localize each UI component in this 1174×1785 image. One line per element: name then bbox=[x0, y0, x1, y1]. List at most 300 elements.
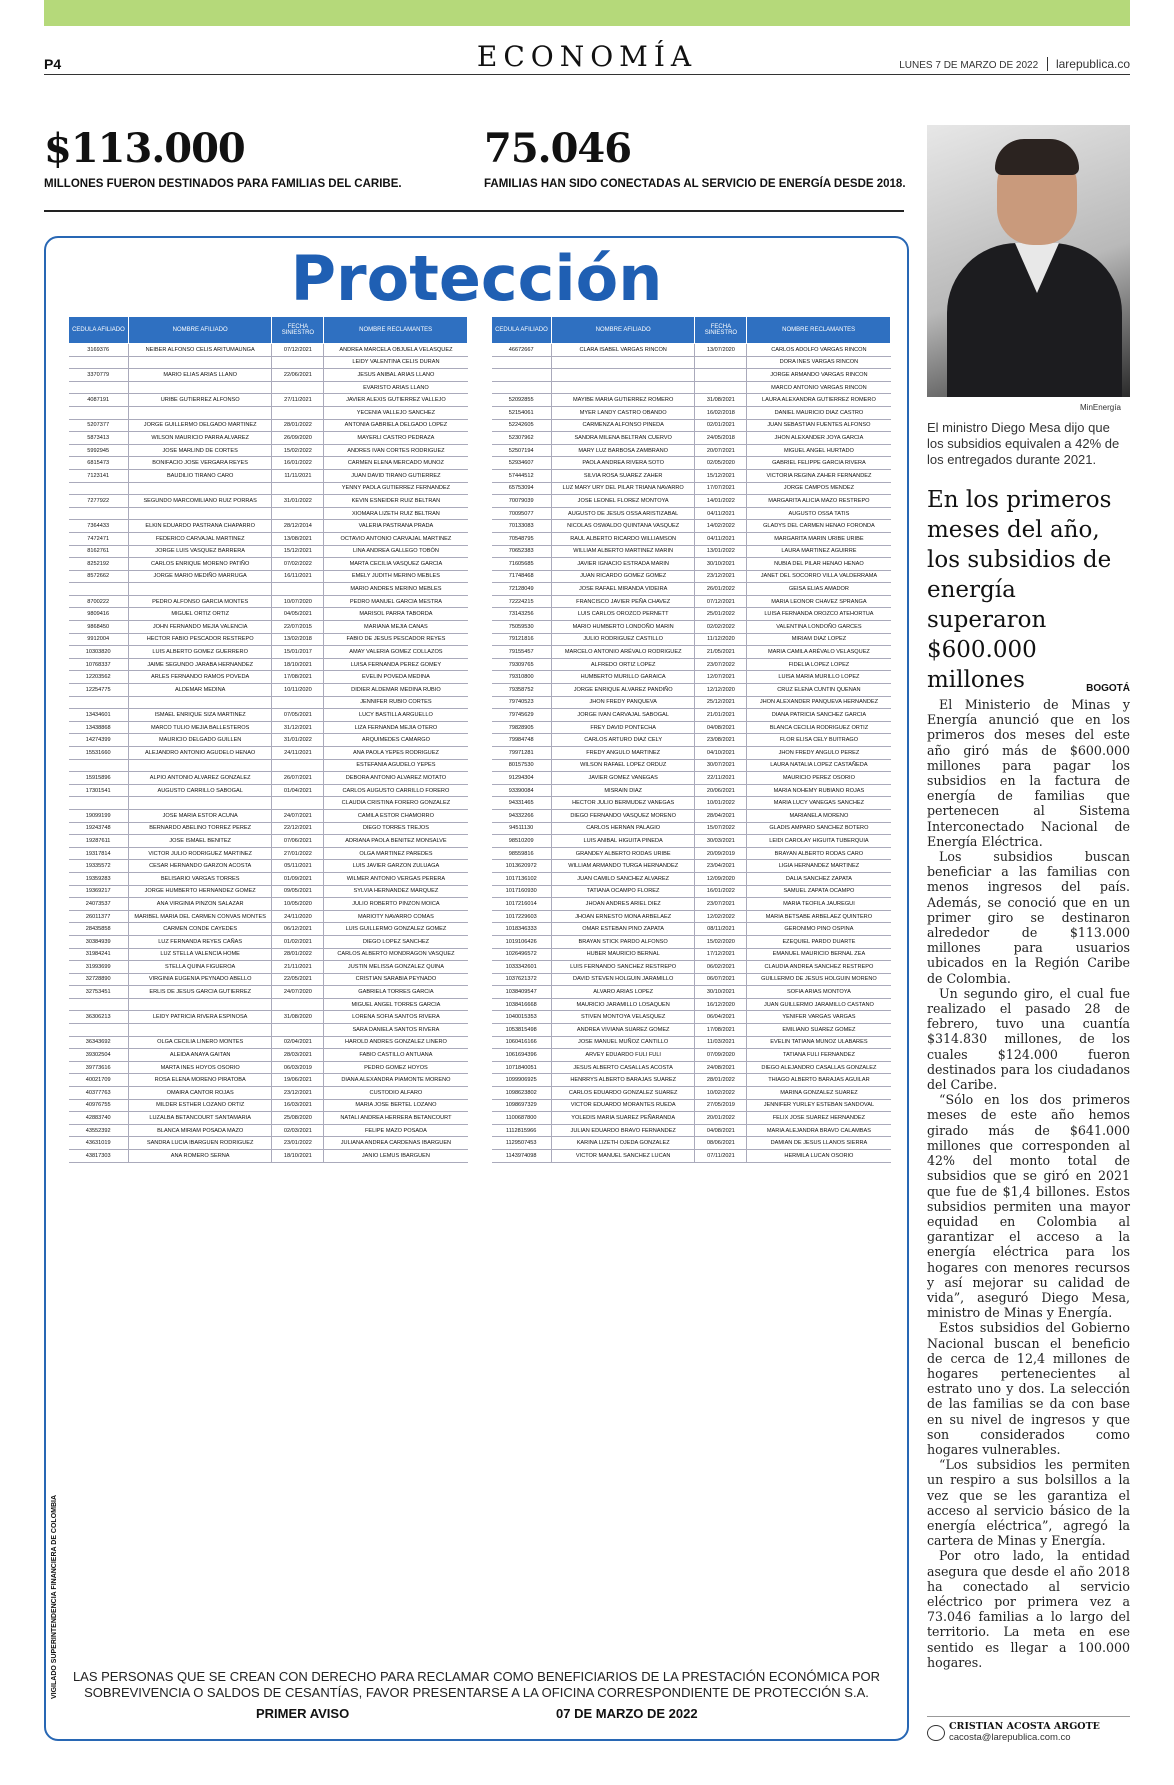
cedula-cell bbox=[69, 998, 129, 1011]
reclamante-cell: JESUS ANIBAL ARIAS LLANO bbox=[324, 369, 468, 382]
cedula-cell: 1129507453 bbox=[492, 1137, 552, 1150]
cedula-cell: 1038409547 bbox=[492, 986, 552, 999]
cedula-cell: 39773616 bbox=[69, 1061, 129, 1074]
reclamante-cell: CARMEN ELENA MERCADO MUNOZ bbox=[324, 457, 468, 470]
afiliado-cell: FREDY ANGULO MARTINEZ bbox=[551, 747, 695, 760]
table-row bbox=[492, 621, 891, 634]
cedula-cell: 30384939 bbox=[69, 935, 129, 948]
fecha-cell: 31/08/2020 bbox=[272, 1011, 324, 1024]
fecha-cell: 31/08/2021 bbox=[695, 394, 747, 407]
afiliado-cell: BLANCA MIRIAM POSADA MAZO bbox=[128, 1124, 272, 1137]
afiliado-cell: DIEGO FERNANDO VASQUEZ MORENO bbox=[551, 809, 695, 822]
afiliado-cell: BONIFACIO JOSE VERGARA REYES bbox=[128, 457, 272, 470]
cedula-cell: 39302504 bbox=[69, 1049, 129, 1062]
header-meta bbox=[893, 57, 1130, 71]
afiliado-cell: LUZ STELLA VALENCIA HOME bbox=[128, 948, 272, 961]
table-row bbox=[492, 646, 891, 659]
reclamante-cell: DIANA PATRICIA SANCHEZ GARCIA bbox=[747, 709, 891, 722]
cedula-cell: 79971281 bbox=[492, 747, 552, 760]
afiliado-cell: CARLOS HERNAN PALAGIO bbox=[551, 822, 695, 835]
fecha-cell: 02/02/2022 bbox=[695, 621, 747, 634]
fecha-cell: 24/11/2021 bbox=[272, 747, 324, 760]
table-row bbox=[69, 532, 468, 545]
reclamante-cell: XIOMARA LIZETH RUIZ BELTRAN bbox=[324, 507, 468, 520]
fecha-cell: 04/08/2021 bbox=[695, 721, 747, 734]
reclamante-cell: EMANUEL MAURICIO BERNAL ZEA bbox=[747, 948, 891, 961]
reclamante-cell: GABRIEL FELIPPE GARCIA RIVERA bbox=[747, 457, 891, 470]
reclamante-cell: MARIA LUCY VANEGAS SANCHEZ bbox=[747, 797, 891, 810]
reclamante-cell: LUISA FERNANDA OROZCO ATEHORTUA bbox=[747, 608, 891, 621]
table-row bbox=[69, 797, 468, 810]
fecha-cell: 07/12/2021 bbox=[272, 344, 324, 357]
fecha-cell: 01/09/2021 bbox=[272, 872, 324, 885]
table-row bbox=[492, 595, 891, 608]
reclamante-cell: LIZA FERNANDA MEJIA OTERO bbox=[324, 721, 468, 734]
fecha-cell: 28/03/2021 bbox=[272, 1049, 324, 1062]
vigilado-text: VIGILADO SUPERINTENDENCIA FINANCIERA DE COLOMBIA bbox=[51, 1494, 58, 1699]
table-row bbox=[69, 923, 468, 936]
cedula-cell: 5207377 bbox=[69, 419, 129, 432]
reclamante-cell: DORA INES VARGAS RINCON bbox=[747, 356, 891, 369]
cedula-cell: 52307962 bbox=[492, 432, 552, 445]
afiliado-cell: ERLIS DE JESUS GARCIA GUTIERREZ bbox=[128, 986, 272, 999]
reclamante-cell: LUCY BASTILLA ARGUELLO bbox=[324, 709, 468, 722]
reclamante-cell: YECENIA VALLEJO SANCHEZ bbox=[324, 406, 468, 419]
table-row bbox=[492, 759, 891, 772]
reclamante-cell: MARIA TEOFILA JAUREGUI bbox=[747, 898, 891, 911]
reclamante-cell: FIDELIA LOPEZ LOPEZ bbox=[747, 658, 891, 671]
cedula-cell: 15915896 bbox=[69, 772, 129, 785]
table-row bbox=[69, 1049, 468, 1062]
reclamante-cell: ESTEFANIA AGUDELO YEPES bbox=[324, 759, 468, 772]
fecha-cell: 16/12/2020 bbox=[695, 998, 747, 1011]
table-row bbox=[492, 406, 891, 419]
cedula-cell bbox=[492, 369, 552, 382]
article-paragraph: Un segundo giro, el cual fue realizado el pasado 28 de febrero, tuvo una cuantía $314.830 millones, de los cuales $124.000 fueron destinados para los ciudadanos del Caribe. bbox=[927, 985, 1130, 1093]
afiliado-cell: NICOLAS OSWALDO QUINTANA VASQUEZ bbox=[551, 520, 695, 533]
cedula-cell: 1100687800 bbox=[492, 1112, 552, 1125]
table-row bbox=[69, 759, 468, 772]
fecha-cell: 10/07/2020 bbox=[272, 595, 324, 608]
fecha-cell: 08/11/2021 bbox=[695, 923, 747, 936]
cedula-cell bbox=[69, 583, 129, 596]
reclamante-cell: EVELIN TATIANA MUNOZ ULABARES bbox=[747, 1036, 891, 1049]
afiliado-cell: MIGUEL ORTIZ ORTIZ bbox=[128, 608, 272, 621]
table-row bbox=[492, 1024, 891, 1037]
fecha-cell: 25/08/2020 bbox=[272, 1112, 324, 1125]
afiliado-cell: ALDEMAR MEDINA bbox=[128, 684, 272, 697]
cedula-cell: 70133083 bbox=[492, 520, 552, 533]
afiliado-cell: VICTOR JULIO RODRIGUEZ MARTINEZ bbox=[128, 847, 272, 860]
table-row bbox=[492, 583, 891, 596]
cedula-cell: 40021709 bbox=[69, 1074, 129, 1087]
fecha-cell: 30/10/2021 bbox=[695, 986, 747, 999]
fecha-cell: 20/09/2019 bbox=[695, 847, 747, 860]
fecha-cell: 19/06/2021 bbox=[272, 1074, 324, 1087]
fecha-cell: 21/01/2021 bbox=[695, 709, 747, 722]
table-row bbox=[492, 1074, 891, 1087]
fecha-cell: 14/01/2022 bbox=[695, 495, 747, 508]
reclamante-cell: MARIANA MEJIA CANAS bbox=[324, 621, 468, 634]
fecha-cell: 16/02/2018 bbox=[695, 406, 747, 419]
afiliado-cell: MISRAIN DIAZ bbox=[551, 784, 695, 797]
fecha-cell: 26/07/2021 bbox=[272, 772, 324, 785]
afiliado-cell: JOSE LEONEL FLOREZ MONTOYA bbox=[551, 495, 695, 508]
brand-logo: Protección bbox=[290, 242, 663, 315]
afiliado-cell: BERNARDO ABELINO TORREZ PEREZ bbox=[128, 822, 272, 835]
table-row bbox=[492, 608, 891, 621]
table-row bbox=[492, 747, 891, 760]
table-row bbox=[69, 935, 468, 948]
cedula-cell: 40976755 bbox=[69, 1099, 129, 1112]
table-row bbox=[69, 369, 468, 382]
fecha-cell bbox=[695, 369, 747, 382]
table-row bbox=[69, 734, 468, 747]
reclamante-cell: JORGE CAMPOS MENDEZ bbox=[747, 482, 891, 495]
fecha-cell: 13/01/2022 bbox=[695, 545, 747, 558]
cedula-cell: 31984241 bbox=[69, 948, 129, 961]
reclamante-cell: GERONIMO PINO OSPINA bbox=[747, 923, 891, 936]
afiliado-cell bbox=[551, 356, 695, 369]
cedula-cell: 70095077 bbox=[492, 507, 552, 520]
reclamante-cell: LUISA FERNANDA PEREZ GOMEY bbox=[324, 658, 468, 671]
table-row bbox=[492, 369, 891, 382]
reclamante-cell: GLADYS DEL CARMEN HENAO FORONDA bbox=[747, 520, 891, 533]
reclamante-cell: EZEQUIEL PARDO DUARTE bbox=[747, 935, 891, 948]
cedula-cell bbox=[69, 696, 129, 709]
reclamante-cell: JANET DEL SOCORRO VILLA VALDERRAMA bbox=[747, 570, 891, 583]
table-row bbox=[69, 986, 468, 999]
afiliado-cell: NEIBER ALFONSO CELIS ARITUMAUNGA bbox=[128, 344, 272, 357]
afiliado-cell: KARINA LIZETH OJEDA GONZALEZ bbox=[551, 1137, 695, 1150]
cedula-cell: 19099199 bbox=[69, 809, 129, 822]
cedula-cell: 72224215 bbox=[492, 595, 552, 608]
cedula-cell: 24073537 bbox=[69, 898, 129, 911]
reclamante-cell: CLAUDIA ANDREA SANCHEZ RESTREPO bbox=[747, 961, 891, 974]
stat-value: $113.000 bbox=[44, 125, 245, 172]
afiliado-cell: CARMEN CONDE CAYEDES bbox=[128, 923, 272, 936]
table-row bbox=[492, 1137, 891, 1150]
fecha-cell: 12/07/2021 bbox=[695, 671, 747, 684]
cedula-cell: 73143256 bbox=[492, 608, 552, 621]
cedula-cell: 19369217 bbox=[69, 885, 129, 898]
photo-caption: El ministro Diego Mesa dijo que los subsidios equivalen a 42% de los entregados durante 2021. bbox=[927, 420, 1120, 467]
reclamante-cell: LAURA MARTINEZ AGUIRRE bbox=[747, 545, 891, 558]
afiliado-cell: HUBER MAURICIO BERNAL bbox=[551, 948, 695, 961]
cedula-cell: 1061694396 bbox=[492, 1049, 552, 1062]
cedula-cell: 6815473 bbox=[69, 457, 129, 470]
ad-date: 07 DE MARZO DE 2022 bbox=[556, 1706, 698, 1721]
fecha-cell: 31/01/2022 bbox=[272, 734, 324, 747]
reclamante-cell: LUIS GUILLERMO GONZALEZ GOMEZ bbox=[324, 923, 468, 936]
table-row bbox=[69, 721, 468, 734]
fecha-cell: 18/10/2021 bbox=[272, 1150, 324, 1163]
fecha-cell: 04/10/2021 bbox=[695, 747, 747, 760]
reclamante-cell: MARIA BETSABE ARBELAEZ QUINTERO bbox=[747, 910, 891, 923]
reclamante-cell: DIEGO LOPEZ SANCHEZ bbox=[324, 935, 468, 948]
table-row bbox=[492, 344, 891, 357]
cedula-cell: 4087191 bbox=[69, 394, 129, 407]
table-row bbox=[69, 658, 468, 671]
table-row bbox=[492, 835, 891, 848]
fecha-cell: 27/01/2022 bbox=[272, 847, 324, 860]
fecha-cell: 15/01/2017 bbox=[272, 646, 324, 659]
fecha-cell: 16/01/2022 bbox=[272, 457, 324, 470]
cedula-cell: 98510209 bbox=[492, 835, 552, 848]
cedula-cell: 5992945 bbox=[69, 444, 129, 457]
fecha-cell: 24/08/2021 bbox=[695, 1061, 747, 1074]
afiliado-cell: STELLA QUINA FIGUEROA bbox=[128, 961, 272, 974]
reclamante-cell: MARIANELA MORENO bbox=[747, 809, 891, 822]
fecha-cell: 10/05/2020 bbox=[272, 898, 324, 911]
ad-footer-notice: LAS PERSONAS QUE SE CREAN CON DERECHO PARA RECLAMAR COMO BENEFICIARIOS DE LA PRESTACIÓN ECONÓMICA POR SOBREVIVENCIA O SALDOS DE CESANTÍAS, FAVOR PRESENTARSE A LA OFICINA CORRESPONDIENTE DE PROTECCIÓN S.A. bbox=[72, 1669, 881, 1700]
left-table-column bbox=[68, 316, 468, 1163]
table-row bbox=[492, 520, 891, 533]
table-row bbox=[492, 709, 891, 722]
table-row bbox=[69, 747, 468, 760]
table-row bbox=[69, 356, 468, 369]
cedula-cell: 8700222 bbox=[69, 595, 129, 608]
afiliado-cell: PEDRO ALFONSO GARCIA MONTES bbox=[128, 595, 272, 608]
afiliado-cell: MILDER ESTHER LOZANO ORTIZ bbox=[128, 1099, 272, 1112]
reclamante-cell: CARLOS ADOLFO VARGAS RINCON bbox=[747, 344, 891, 357]
table-row bbox=[69, 1036, 468, 1049]
afiliado-cell: BRAYAN STICK PARDO ALFONSO bbox=[551, 935, 695, 948]
reclamante-cell: JUAN SEBASTIAN FUENTES ALFONSO bbox=[747, 419, 891, 432]
cedula-cell: 1037621372 bbox=[492, 973, 552, 986]
table-row bbox=[69, 495, 468, 508]
table-row bbox=[492, 558, 891, 571]
afiliado-cell: LEIDY PATRICIA RIVERA ESPINOSA bbox=[128, 1011, 272, 1024]
beneficiary-table-right bbox=[491, 316, 891, 1163]
fecha-cell: 15/12/2021 bbox=[695, 469, 747, 482]
afiliado-cell: JORGE IVAN CARVAJAL SABOGAL bbox=[551, 709, 695, 722]
page-header bbox=[44, 40, 1130, 75]
fecha-cell: 12/12/2020 bbox=[695, 684, 747, 697]
afiliado-cell: PAOLA ANDREA RIVERA SOTO bbox=[551, 457, 695, 470]
reclamante-cell: JANIO LEMUS IBARGUEN bbox=[324, 1150, 468, 1163]
table-row bbox=[69, 1112, 468, 1125]
stats-divider bbox=[44, 210, 904, 212]
fecha-cell: 06/03/2019 bbox=[272, 1061, 324, 1074]
fecha-cell: 31/01/2022 bbox=[272, 495, 324, 508]
fecha-cell: 20/01/2022 bbox=[695, 1112, 747, 1125]
afiliado-cell: LUZ MARY URY DEL PILAR TRIANA NAVARRO bbox=[551, 482, 695, 495]
afiliado-cell: JUAN RICARDO GOMEZ GOMEZ bbox=[551, 570, 695, 583]
table-row bbox=[492, 457, 891, 470]
table-row bbox=[69, 671, 468, 684]
cedula-cell bbox=[69, 1024, 129, 1037]
col-header-reclamantes: NOMBRE RECLAMANTES bbox=[324, 317, 468, 344]
cedula-cell: 1017160930 bbox=[492, 885, 552, 898]
reclamante-cell: LIGIA HERNANDEZ MARTINEZ bbox=[747, 860, 891, 873]
table-row bbox=[492, 961, 891, 974]
reclamante-cell: FLOR ELISA CELY BUITRAGO bbox=[747, 734, 891, 747]
table-row bbox=[69, 406, 468, 419]
cedula-cell: 1098623802 bbox=[492, 1087, 552, 1100]
reclamante-cell: OCTAVIO ANTONIO CARVAJAL MARTINEZ bbox=[324, 532, 468, 545]
cedula-cell: 1033342601 bbox=[492, 961, 552, 974]
afiliado-cell: MYER LANDY CASTRO OBANDO bbox=[551, 406, 695, 419]
afiliado-cell: OLGA CECILIA LINERO MONTES bbox=[128, 1036, 272, 1049]
article-paragraph: Por otro lado, la entidad asegura que desde el año 2018 ha conectado al servicio eléctrico por primera vez a 73.046 familias a lo largo del territorio. La meta en ese sentido es llegar a 100.000 hogares. bbox=[927, 1548, 1130, 1670]
cedula-cell: 36343692 bbox=[69, 1036, 129, 1049]
col-header-reclamantes: NOMBRE RECLAMANTES bbox=[747, 317, 891, 344]
reclamante-cell: BRAYAN ALBERTO RODAS CARO bbox=[747, 847, 891, 860]
table-row bbox=[69, 696, 468, 709]
table-row bbox=[69, 948, 468, 961]
table-row bbox=[69, 1061, 468, 1074]
afiliado-cell: CLARA ISABEL VARGAS RINCON bbox=[551, 344, 695, 357]
fecha-cell: 16/03/2021 bbox=[272, 1099, 324, 1112]
reclamante-cell: MARIOTY NAVARRO COMAS bbox=[324, 910, 468, 923]
reclamante-cell: JHON FREDY ANGULO PEREZ bbox=[747, 747, 891, 760]
afiliado-cell: SILVIA ROSA SUAREZ ZAHER bbox=[551, 469, 695, 482]
author-byline bbox=[927, 1716, 1130, 1743]
fecha-cell: 23/12/2021 bbox=[695, 570, 747, 583]
afiliado-cell: LUIS FERNANDO SANCHEZ RESTREPO bbox=[551, 961, 695, 974]
cedula-cell: 19317814 bbox=[69, 847, 129, 860]
cedula-cell: 1018346333 bbox=[492, 923, 552, 936]
table-row bbox=[492, 721, 891, 734]
fecha-cell: 26/01/2022 bbox=[695, 583, 747, 596]
cedula-cell: 36306213 bbox=[69, 1011, 129, 1024]
reclamante-cell: FELIX JOSE SUAREZ HERNANDEZ bbox=[747, 1112, 891, 1125]
reclamante-cell: JORGE ARMANDO VARGAS RINCON bbox=[747, 369, 891, 382]
reclamante-cell: DAMIAN DE JESUS LLANOS SIERRA bbox=[747, 1137, 891, 1150]
reclamante-cell: HERMILA LUCAN OSORIO bbox=[747, 1150, 891, 1163]
cedula-cell: 79740523 bbox=[492, 696, 552, 709]
table-row bbox=[492, 495, 891, 508]
cedula-cell: 28435858 bbox=[69, 923, 129, 936]
afiliado-cell: HUMBERTO MURILLO GARAICA bbox=[551, 671, 695, 684]
reclamante-cell: PEDRO MANUEL GARCIA MESTRA bbox=[324, 595, 468, 608]
cedula-cell: 9912004 bbox=[69, 633, 129, 646]
cedula-cell: 71748468 bbox=[492, 570, 552, 583]
cedula-cell bbox=[69, 797, 129, 810]
cedula-cell bbox=[492, 356, 552, 369]
afiliado-cell bbox=[128, 583, 272, 596]
reclamante-cell: MARCO ANTONIO VARGAS RINCON bbox=[747, 381, 891, 394]
fecha-cell: 10/01/2022 bbox=[695, 797, 747, 810]
author-email[interactable]: cacosta@larepublica.com.co bbox=[949, 1732, 1071, 1743]
afiliado-cell: SEGUNDO MARCOMILIANO RUIZ PORRAS bbox=[128, 495, 272, 508]
afiliado-cell: JULIO RODRIGUEZ CASTILLO bbox=[551, 633, 695, 646]
cedula-cell bbox=[69, 507, 129, 520]
reclamante-cell: LORENA SOFIA SANTOS RIVERA bbox=[324, 1011, 468, 1024]
fecha-cell: 30/07/2021 bbox=[695, 759, 747, 772]
table-row bbox=[492, 696, 891, 709]
table-row bbox=[69, 709, 468, 722]
cedula-cell: 43631019 bbox=[69, 1137, 129, 1150]
reclamante-cell: JAVIER ALEXIS GUTIERREZ VALLEJO bbox=[324, 394, 468, 407]
fecha-cell: 21/11/2021 bbox=[272, 961, 324, 974]
table-row bbox=[69, 998, 468, 1011]
cedula-cell: 98559816 bbox=[492, 847, 552, 860]
table-row bbox=[69, 973, 468, 986]
fecha-cell: 22/12/2021 bbox=[272, 822, 324, 835]
reclamante-cell: NATALI ANDREA HERRERA BETANCOURT bbox=[324, 1112, 468, 1125]
comment-icon bbox=[927, 1725, 945, 1741]
afiliado-cell: JULIAN EDUARDO BRAVO FERNANDEZ bbox=[551, 1124, 695, 1137]
afiliado-cell: MARTA INES HOYOS OSORIO bbox=[128, 1061, 272, 1074]
afiliado-cell: MARIBEL MARIA DEL CARMEN CONVAS MONTES bbox=[128, 910, 272, 923]
table-row bbox=[492, 797, 891, 810]
cedula-cell: 10768337 bbox=[69, 658, 129, 671]
cedula-cell bbox=[69, 759, 129, 772]
fecha-cell: 18/10/2021 bbox=[272, 658, 324, 671]
reclamante-cell: MARGARITA ALICIA MAZO RESTREPO bbox=[747, 495, 891, 508]
afiliado-cell: ARVEY EDUARDO FULI FULI bbox=[551, 1049, 695, 1062]
afiliado-cell: WILLIAM ARMANDO TURGA HERNANDEZ bbox=[551, 860, 695, 873]
fecha-cell: 24/07/2020 bbox=[272, 986, 324, 999]
reclamante-cell: FABIO CASTILLO ANTUANA bbox=[324, 1049, 468, 1062]
cedula-cell: 32753451 bbox=[69, 986, 129, 999]
reclamante-cell: JULIANA ANDREA CARDENAS IBARGUEN bbox=[324, 1137, 468, 1150]
fecha-cell: 22/06/2021 bbox=[272, 369, 324, 382]
cedula-cell: 1071840051 bbox=[492, 1061, 552, 1074]
fecha-cell bbox=[272, 507, 324, 520]
afiliado-cell: JOSE MARIA ESTOR ACUNA bbox=[128, 809, 272, 822]
table-row bbox=[69, 469, 468, 482]
fecha-cell: 07/02/2022 bbox=[272, 558, 324, 571]
reclamante-cell: MAURICIO PEREZ OSORIO bbox=[747, 772, 891, 785]
reclamante-cell: EMELY JUDITH MERINO MEBLES bbox=[324, 570, 468, 583]
cedula-cell bbox=[492, 381, 552, 394]
fecha-cell: 16/11/2021 bbox=[272, 570, 324, 583]
afiliado-cell: JAVIER IGNACIO ESTRADA MARIN bbox=[551, 558, 695, 571]
fecha-cell: 24/07/2021 bbox=[272, 809, 324, 822]
vigilado-seal bbox=[51, 1494, 61, 1699]
stat-block-1 bbox=[44, 125, 402, 190]
reclamante-cell: DIEGO TORRES TREJOS bbox=[324, 822, 468, 835]
fecha-cell: 30/10/2021 bbox=[695, 558, 747, 571]
cedula-cell: 43552392 bbox=[69, 1124, 129, 1137]
fecha-cell: 15/02/2022 bbox=[272, 444, 324, 457]
stat-caption: FAMILIAS HAN SIDO CONECTADAS AL SERVICIO DE ENERGÍA DESDE 2018. bbox=[484, 178, 906, 190]
cedula-cell: 15531660 bbox=[69, 747, 129, 760]
stat-value: 75.046 bbox=[484, 125, 632, 172]
table-row bbox=[492, 772, 891, 785]
table-row bbox=[69, 457, 468, 470]
afiliado-cell: CARLOS ENRIQUE MORENO PATIÑO bbox=[128, 558, 272, 571]
table-row bbox=[492, 394, 891, 407]
fecha-cell: 24/11/2020 bbox=[272, 910, 324, 923]
afiliado-cell: YOLEDIS MARIA SUAREZ PEÑARANDA bbox=[551, 1112, 695, 1125]
cedula-cell: 8162761 bbox=[69, 545, 129, 558]
table-row bbox=[492, 658, 891, 671]
afiliado-cell: AUGUSTO CARRILLO SABOGAL bbox=[128, 784, 272, 797]
table-row bbox=[492, 935, 891, 948]
table-row bbox=[492, 822, 891, 835]
table-row bbox=[492, 469, 891, 482]
site-link[interactable]: larepublica.co bbox=[1047, 57, 1130, 71]
cedula-cell: 70652383 bbox=[492, 545, 552, 558]
table-row bbox=[492, 1049, 891, 1062]
reclamante-cell: ANDRES IVAN CORTES RODRIGUEZ bbox=[324, 444, 468, 457]
afiliado-cell: BELISARIO VARGAS TORRES bbox=[128, 872, 272, 885]
cedula-cell: 42883740 bbox=[69, 1112, 129, 1125]
afiliado-cell: ISMAEL ENRIQUE SIZA MARTINEZ bbox=[128, 709, 272, 722]
cedula-cell: 94511130 bbox=[492, 822, 552, 835]
cedula-cell: 94332266 bbox=[492, 809, 552, 822]
fecha-cell: 02/04/2021 bbox=[272, 1036, 324, 1049]
reclamante-cell: JULIO ROBERTO PINZON MOICA bbox=[324, 898, 468, 911]
table-row bbox=[492, 432, 891, 445]
afiliado-cell: JORGE MARIO MEDIÑO MARRUGA bbox=[128, 570, 272, 583]
cedula-cell: 1060416166 bbox=[492, 1036, 552, 1049]
cedula-cell: 72128049 bbox=[492, 583, 552, 596]
